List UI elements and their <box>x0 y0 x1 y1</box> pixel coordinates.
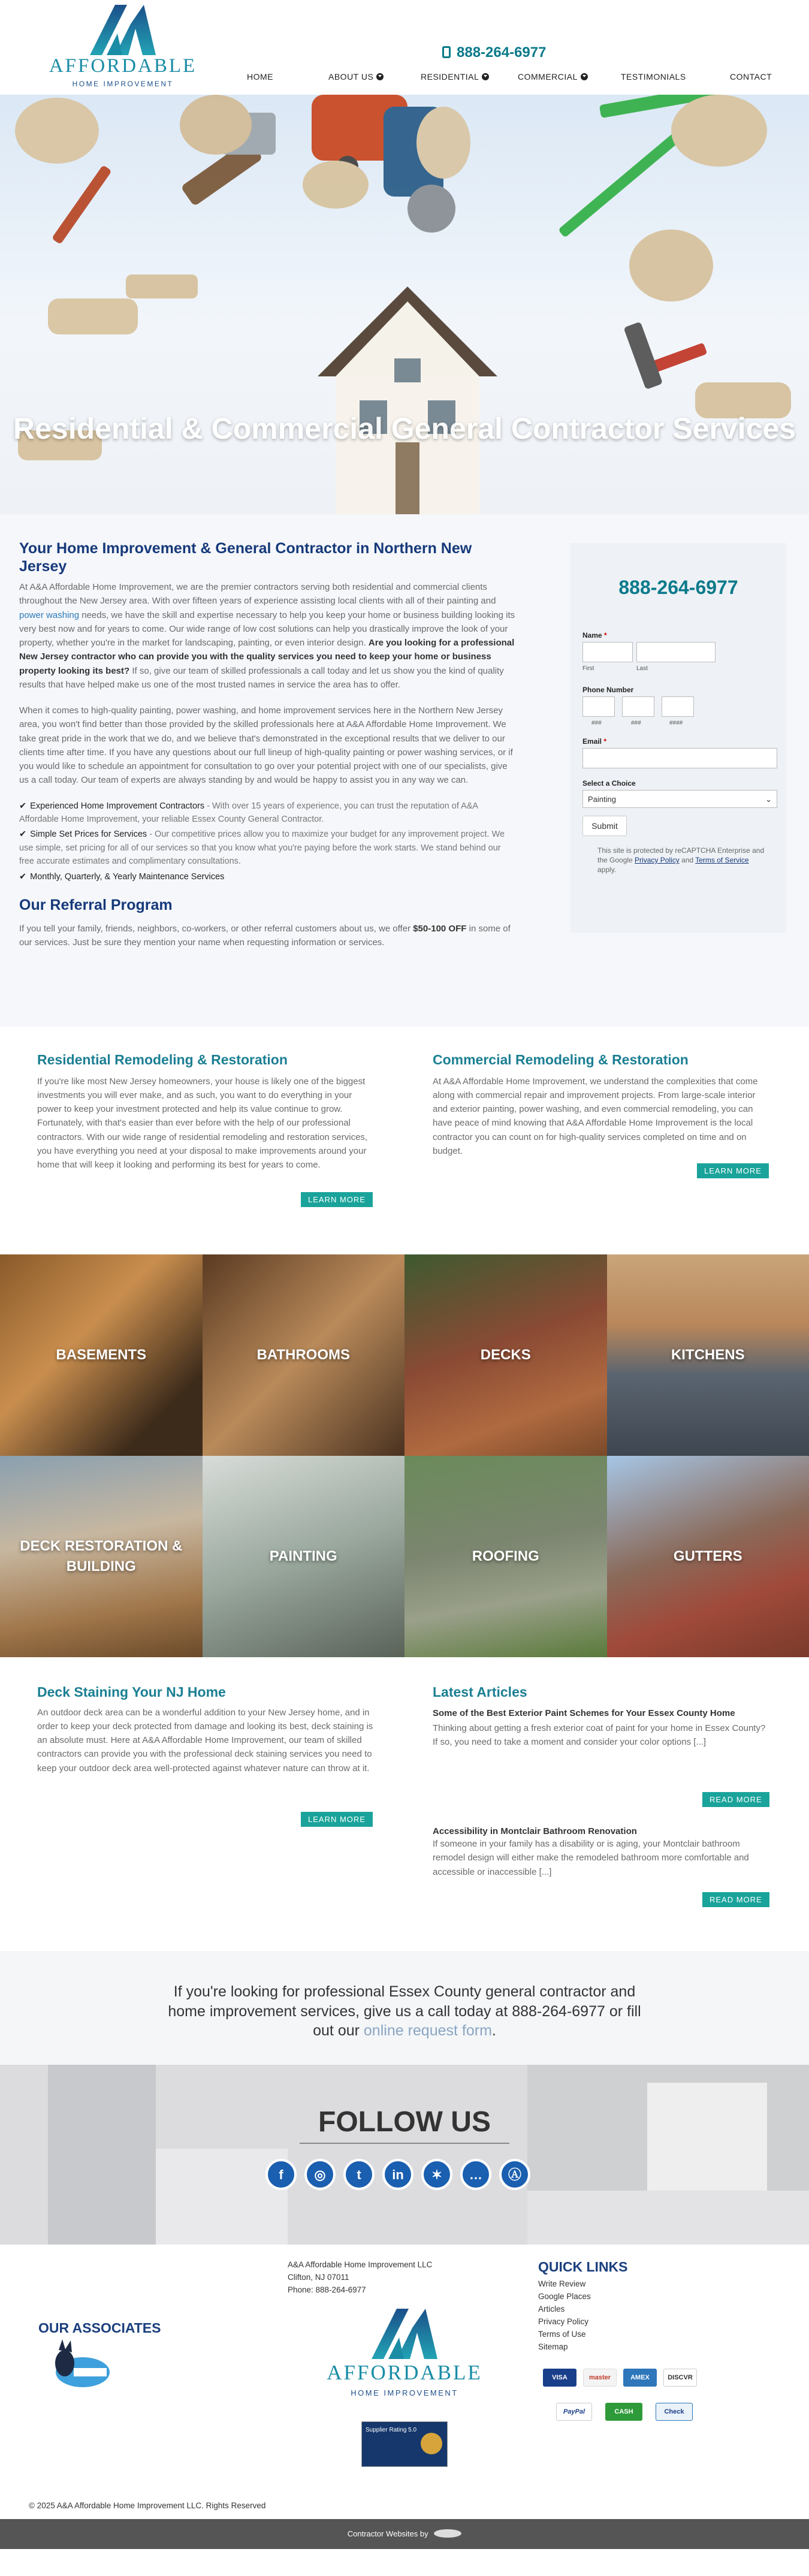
intro-section <box>0 514 809 1027</box>
deck-staining-block <box>37 1684 376 1775</box>
article-title-1[interactable]: Some of the Best Exterior Paint Schemes for Your Essex County Home <box>433 1708 735 1718</box>
credit-logo-icon[interactable] <box>434 2529 461 2538</box>
email-label <box>582 736 606 747</box>
first-sublabel: First <box>582 665 594 672</box>
amex-card-icon: AMEX <box>623 2369 657 2387</box>
logo-tagline: HOME IMPROVEMENT <box>72 80 174 88</box>
captcha-text-a: This site is protected by reCAPTCHA Enterprise and the Google <box>597 846 765 865</box>
intro-paragraph-1 <box>19 580 515 692</box>
hero-banner <box>0 95 809 514</box>
referral-text-a: If you tell your family, friends, neighbors, co-workers, or other referral customers about us, we offer <box>19 923 413 934</box>
phone-area-field[interactable] <box>582 696 615 717</box>
nav-testimonials[interactable] <box>621 71 686 83</box>
article-excerpt-2: If someone in your family has a disability or is aging, your Montclair bathroom remodel design will either make the remodeled bathroom more comfortable and accessible or inaccessible [...] <box>433 1839 749 1877</box>
latest-articles-block <box>433 1684 771 1749</box>
required-marker: * <box>604 631 607 640</box>
associate-logo-icon <box>47 2339 113 2393</box>
intro-p1-bold: Are you looking for a professional New Jersey contractor who can provide you with the quality services you need to keep your home or business property looking its best? <box>19 638 515 676</box>
tile-bathrooms[interactable] <box>203 1254 405 1456</box>
angi-icon[interactable]: Ⓐ <box>499 2159 530 2190</box>
tile-gutters[interactable] <box>607 1456 809 1657</box>
paypal-icon: PayPal <box>556 2403 592 2421</box>
list-item <box>19 870 515 883</box>
tile-label: BATHROOMS <box>256 1347 351 1364</box>
list-item <box>19 800 515 827</box>
company-address <box>288 2259 432 2297</box>
discover-card-icon: DISCVR <box>663 2369 697 2387</box>
visa-card-icon: VISA <box>543 2369 576 2387</box>
chevron-down-icon <box>581 73 588 80</box>
commercial-heading: Commercial Remodeling & Restoration <box>433 1052 689 1067</box>
follow-us-heading: FOLLOW US <box>318 2106 491 2138</box>
power-washing-link[interactable]: power washing <box>19 610 80 620</box>
deck-heading: Deck Staining Your NJ Home <box>37 1684 226 1700</box>
quick-links-list <box>538 2278 591 2354</box>
footer-logo[interactable] <box>318 2301 491 2399</box>
prefix-sublabel: ### <box>631 720 641 726</box>
intro-p1-text-c: If so, give our team of skilled professionals a call today and let us show you the kind of quality results that have helped make us one of the most trusted names in service the area has to offer. <box>19 665 504 690</box>
article-read-more-button-2[interactable]: READ MORE <box>702 1892 769 1907</box>
commercial-learn-more-button[interactable]: LEARN MORE <box>697 1163 769 1178</box>
associates-heading: OUR ASSOCIATES <box>38 2320 161 2336</box>
bathroom-background-image <box>0 2065 809 2245</box>
call-to-action <box>0 1951 809 2065</box>
quick-link-privacy-policy[interactable]: Privacy Policy <box>538 2316 589 2326</box>
last-sublabel: Last <box>636 665 648 672</box>
nav-about-us[interactable] <box>328 71 384 83</box>
tile-kitchens[interactable] <box>607 1254 809 1456</box>
footer-logo-tagline: HOME IMPROVEMENT <box>351 2388 458 2397</box>
referral-heading: Our Referral Program <box>19 897 173 914</box>
email-field[interactable] <box>582 748 777 768</box>
quick-link-sitemap[interactable]: Sitemap <box>538 2342 568 2351</box>
footer-credit <box>0 2519 809 2576</box>
site-header <box>0 0 809 95</box>
credit-text: Contractor Websites by <box>347 2529 428 2538</box>
main-nav <box>228 71 779 85</box>
hero-title: Residential & Commercial General Contractor Services <box>13 412 796 445</box>
tile-label: DECK RESTORATION & BUILDING <box>20 1538 183 1574</box>
company-name: A&A Affordable Home Improvement LLC <box>288 2260 433 2269</box>
commercial-block <box>433 1052 771 1158</box>
logo-wordmark: AFFORDABLE <box>49 55 197 77</box>
quick-link-terms-of-use[interactable]: Terms of Use <box>538 2329 586 2339</box>
line-sublabel: #### <box>669 720 683 726</box>
nav-commercial-label: COMMERCIAL <box>518 72 578 82</box>
logo-mark-icon <box>78 0 168 55</box>
intro-content <box>19 539 515 949</box>
residential-block <box>37 1052 376 1172</box>
privacy-policy-link[interactable]: Privacy Policy <box>635 856 680 865</box>
required-marker: * <box>603 737 607 746</box>
site-footer <box>0 2245 809 2519</box>
nav-home[interactable] <box>247 71 273 83</box>
logo-mark-icon <box>360 2301 449 2361</box>
choice-label: Select a Choice <box>582 779 636 788</box>
terms-of-service-link[interactable]: Terms of Service <box>695 856 749 865</box>
tile-label: PAINTING <box>269 1548 337 1565</box>
deck-text: An outdoor deck area can be a wonderful addition to your New Jersey home, and in order to keep your deck protected from damage and looking its best, deck staining is an absolute must. Here at A&A Affordable Home Improvement, our team of skilled contractors can provide you with the professional deck staining services you need to keep your outdoor deck area well-protected against whatever nature can throw at it. <box>37 1707 373 1773</box>
cash-icon: CASH <box>605 2403 642 2421</box>
submit-button[interactable]: Submit <box>582 816 627 836</box>
referral-discount: $50-100 OFF <box>413 923 467 934</box>
article-title-2[interactable]: Accessibility in Montclair Bathroom Renovation <box>433 1826 637 1836</box>
tile-painting[interactable] <box>203 1456 405 1657</box>
benefit-title: Monthly, Quarterly, & Yearly Maintenance Services <box>30 871 225 882</box>
site-logo[interactable] <box>45 0 201 95</box>
email-label-text: Email <box>582 737 602 746</box>
chevron-down-icon <box>482 73 489 80</box>
phone-icon <box>442 46 451 58</box>
footer-logo-wordmark: AFFORDABLE <box>327 2361 482 2384</box>
quick-links-heading: QUICK LINKS <box>538 2259 628 2275</box>
checkmark-icon: ✔ <box>19 801 27 811</box>
benefit-title: Experienced Home Improvement Contractors <box>30 801 205 811</box>
intro-paragraph-2: When it comes to high-quality painting, power washing, and home improvement services here in the Northern New Jersey area, you won't find better than those provided by the skilled professionals here at A&A Affordable Home Improvement. We take great pride in the work that we do, and we believe that's demonstrated in the exceptional results that we deliver to our clients time after time. If you have any questions about our full lineup of high-quality painting or power washing services, or if you would like to schedule an appointment for consultation to go over your potential project with one of our specialists, give us a call today. Our team of experts are always standing by and would be happy to assist you in any way we can. <box>19 705 513 786</box>
tile-label: KITCHENS <box>671 1347 745 1364</box>
intro-heading: Your Home Improvement & General Contractor in Northern New Jersey <box>19 540 472 575</box>
choice-selected-value: Painting <box>588 795 616 804</box>
name-label-text: Name <box>582 631 602 640</box>
phone-label: Phone Number <box>582 686 634 694</box>
tile-decks[interactable] <box>404 1254 607 1456</box>
nav-contact-label: CONTACT <box>730 72 772 82</box>
nav-residential-label: RESIDENTIAL <box>421 72 479 82</box>
commercial-text: At A&A Affordable Home Improvement, we understand the complexities that come along with commercial repair and improvement projects. From large-scale interior and exterior painting, power washing, and even commercial remodeling, you can have peace of mind knowing that A&A Affordable Home Improvement is the local contractor you can count on for high-quality services completed on time and on budget. <box>433 1076 758 1156</box>
area-sublabel: ### <box>591 720 602 726</box>
first-name-field[interactable] <box>582 642 633 662</box>
phone-line-field[interactable] <box>662 696 694 717</box>
twitter-icon[interactable]: t <box>343 2159 375 2190</box>
company-city: Clifton, NJ 07011 <box>288 2272 349 2282</box>
name-label <box>582 630 607 641</box>
tile-label: GUTTERS <box>673 1548 742 1565</box>
deck-and-articles-section <box>0 1657 809 1951</box>
tile-deck-restoration[interactable] <box>0 1456 203 1657</box>
chevron-down-icon <box>376 73 384 80</box>
captcha-text-b: and <box>679 856 696 865</box>
benefit-title: Simple Set Prices for Services <box>30 829 147 840</box>
award-icon <box>421 2433 442 2454</box>
divider <box>300 2143 509 2144</box>
credit-bar <box>0 2519 809 2549</box>
benefits-list <box>19 800 515 884</box>
nav-testimonials-label: TESTIMONIALS <box>621 72 686 82</box>
list-item <box>19 828 515 868</box>
captcha-text-c: apply. <box>597 865 617 874</box>
remodel-section <box>0 1027 809 1254</box>
intro-p1-text-a: At A&A Affordable Home Improvement, we are the premier contractors serving both residential and commercial clients throughout the New Jersey area. With over fifteen years of experience assisting local clients with all of their painting and <box>19 582 496 607</box>
badge-text: Supplier Rating 5.0 <box>366 2427 417 2433</box>
last-name-field[interactable] <box>636 642 716 662</box>
quick-link-google-places[interactable]: Google Places <box>538 2291 591 2301</box>
nav-commercial[interactable] <box>518 71 588 83</box>
online-request-form-link[interactable]: online request form <box>363 2022 492 2039</box>
nav-home-label: HOME <box>247 72 273 82</box>
quick-link-write-review[interactable]: Write Review <box>538 2279 586 2288</box>
phone-prefix-field[interactable] <box>622 696 654 717</box>
recaptcha-notice <box>597 846 765 875</box>
header-phone-link[interactable] <box>442 42 546 64</box>
tile-roofing[interactable] <box>404 1456 607 1657</box>
footer-phone-link[interactable]: Phone: 888-264-6977 <box>288 2285 366 2294</box>
services-grid <box>0 1254 809 1657</box>
articles-heading: Latest Articles <box>433 1684 527 1700</box>
deck-learn-more-button[interactable]: LEARN MORE <box>301 1812 373 1827</box>
intro-p1-text-b: needs, we have the skill and expertise necessary to help you keep your home or business building looking its very best now and for years to come. Our wide range of low cost solutions can help you drastically improve the look of your property, whether you're in the market for landscaping, painting, or even interior design. <box>19 610 515 648</box>
residential-heading: Residential Remodeling & Restoration <box>37 1052 288 1067</box>
sidebar-phone-link[interactable]: 888-264-6977 <box>618 577 738 598</box>
cta-text-b: . <box>491 2022 496 2039</box>
mastercard-icon: master <box>583 2369 617 2387</box>
tile-label: BASEMENTS <box>56 1347 147 1364</box>
cta-text <box>162 1982 647 2041</box>
chat-icon[interactable]: … <box>460 2159 491 2190</box>
instagram-icon[interactable]: ◎ <box>304 2159 336 2190</box>
quick-link-articles[interactable]: Articles <box>538 2304 565 2313</box>
checkmark-icon: ✔ <box>19 871 27 882</box>
check-payment-icon: Check <box>656 2403 693 2421</box>
residential-text: If you're like most New Jersey homeowners, your house is likely one of the biggest investments you will ever make, and as such, you want to do everything in your power to keep your investment protected and help its value continue to grow. Fortunately, with that's easier than ever before with the help of our professional contractors. With our wide range of residential remodeling and restoration services, you have everything you need at your disposal to make improvements around your home that will keep it looking and performing its best for years to come. <box>37 1076 368 1171</box>
nav-contact[interactable] <box>730 71 772 83</box>
tile-label: DECKS <box>480 1347 531 1364</box>
referral-text-b: in some of our services. Just be sure they mention your name when requesting information or services. <box>19 923 511 948</box>
checkmark-icon: ✔ <box>19 829 27 840</box>
linkedin-icon[interactable]: in <box>382 2159 413 2190</box>
header-phone-number: 888-264-6977 <box>457 44 547 61</box>
choice-select[interactable] <box>582 790 777 808</box>
facebook-icon[interactable]: f <box>265 2159 297 2190</box>
tile-basements[interactable] <box>0 1254 203 1456</box>
tile-label: ROOFING <box>472 1548 539 1565</box>
copyright: © 2025 A&A Affordable Home Improvement LLC. Rights Reserved <box>29 2501 266 2510</box>
referral-paragraph <box>19 922 515 950</box>
benefit-text: - Our competitive prices allow you to maximize your budget for any improvement project. We use simple, set pricing for all of our services so that you know what you're paying before the work starts. We stand behind our free accurate estimates and complimentary consultations. <box>19 829 505 867</box>
article-read-more-button-1[interactable]: READ MORE <box>702 1792 769 1807</box>
cta-text-a: If you're looking for professional Essex County general contractor and home improvement services, give us a call today at 888-264-6977 or fill out our <box>168 1983 641 2039</box>
follow-us-section <box>0 2065 809 2245</box>
contact-form-sidebar <box>570 543 786 933</box>
residential-learn-more-button[interactable]: LEARN MORE <box>301 1192 373 1207</box>
nav-about-label: ABOUT US <box>328 72 374 82</box>
chevron-down-icon: ⌄ <box>765 795 772 804</box>
yelp-icon[interactable]: ✶ <box>421 2159 452 2190</box>
supplier-rating-badge[interactable] <box>361 2421 448 2467</box>
nav-residential[interactable] <box>421 71 489 83</box>
benefit-text: - With over 15 years of experience, you can trust the reputation of A&A Affordable Home Improvement, your reliable Essex County General Contractor. <box>19 801 478 824</box>
hero-house-illustration <box>318 286 497 514</box>
article-excerpt-1: Thinking about getting a fresh exterior coat of paint for your home in Essex County? If so, you need to take a moment and consider your color options [...] <box>433 1723 766 1748</box>
